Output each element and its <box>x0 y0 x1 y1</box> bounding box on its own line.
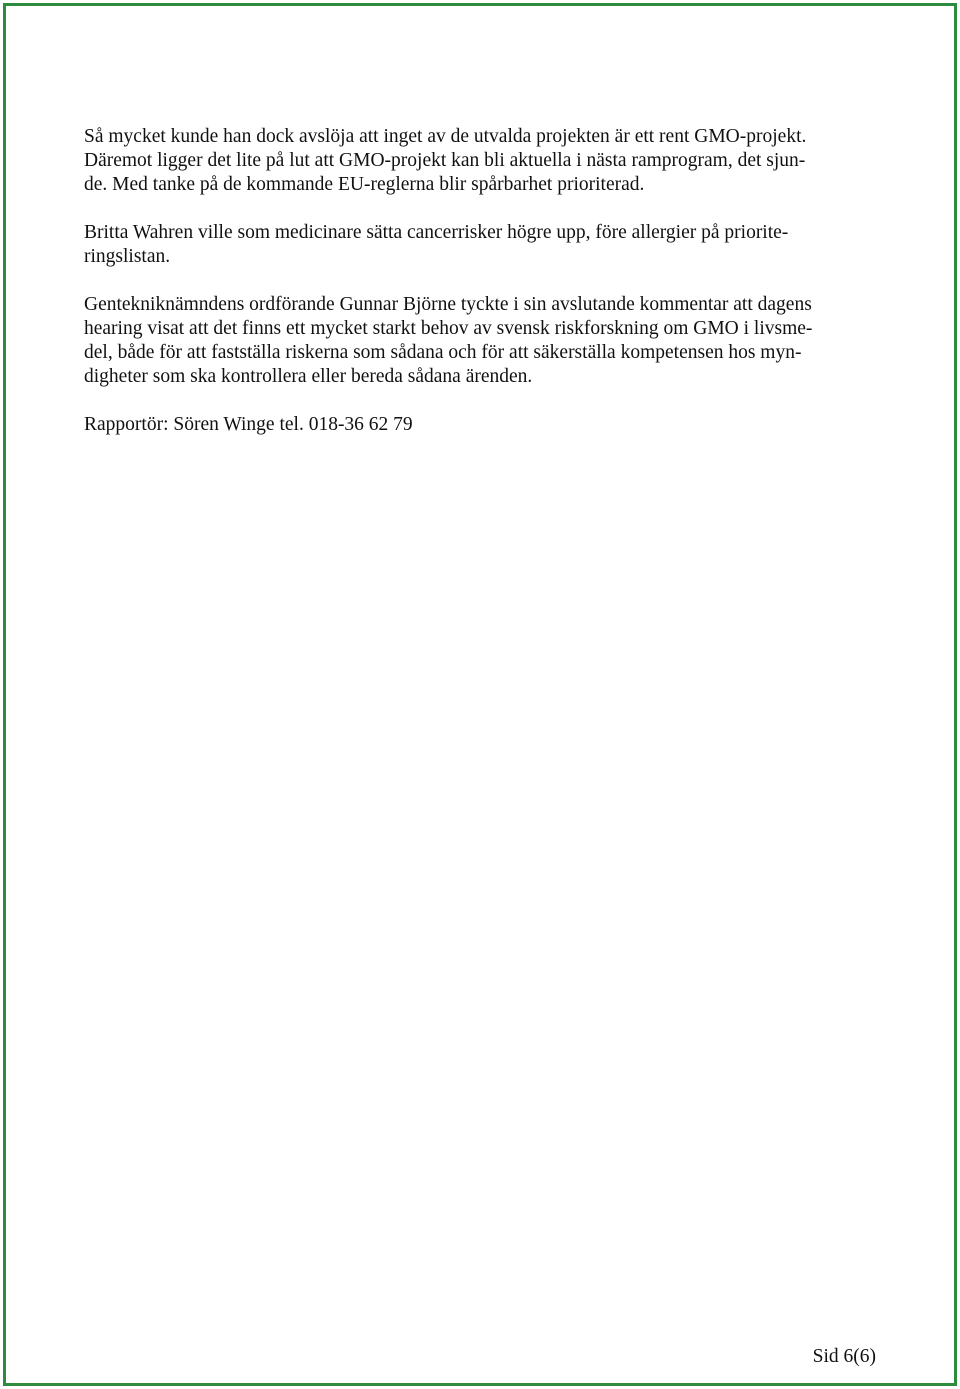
paragraph-britta-wahren <box>84 221 884 269</box>
text-line: hearing visat att det finns ett mycket starkt behov av svensk riskforskning om GMO i livsme- <box>84 318 813 339</box>
text-line: de. Med tanke på de kommande EU-reglerna blir spårbarhet prioriterad. <box>84 174 645 195</box>
text-line: ringslistan. <box>84 246 171 267</box>
text-line: Gentekniknämndens ordförande Gunnar Björne tyckte i sin avslutande kommentar att dagens <box>84 294 812 315</box>
paragraph-gmo-projects <box>84 125 884 197</box>
paragraph-gunnar-bjorne <box>84 293 884 389</box>
document-body <box>84 125 884 461</box>
page-number: Sid 6(6) <box>812 1346 876 1367</box>
text-line: Så mycket kunde han dock avslöja att inget av de utvalda projekten är ett rent GMO-projekt. <box>84 126 807 147</box>
text-line: del, både för att fastställa riskerna som sådana och för att säkerställa kompetensen hos myn- <box>84 342 802 363</box>
text-line: Däremot ligger det lite på lut att GMO-projekt kan bli aktuella i nästa ramprogram, det sjun- <box>84 150 806 171</box>
text-line: digheter som ska kontrollera eller bereda sådana ärenden. <box>84 366 533 387</box>
reporter-contact: Rapportör: Sören Winge tel. 018-36 62 79 <box>84 414 413 435</box>
paragraph-reporter <box>84 413 884 437</box>
text-line: Britta Wahren ville som medicinare sätta cancerrisker högre upp, före allergier på priorite- <box>84 222 789 243</box>
